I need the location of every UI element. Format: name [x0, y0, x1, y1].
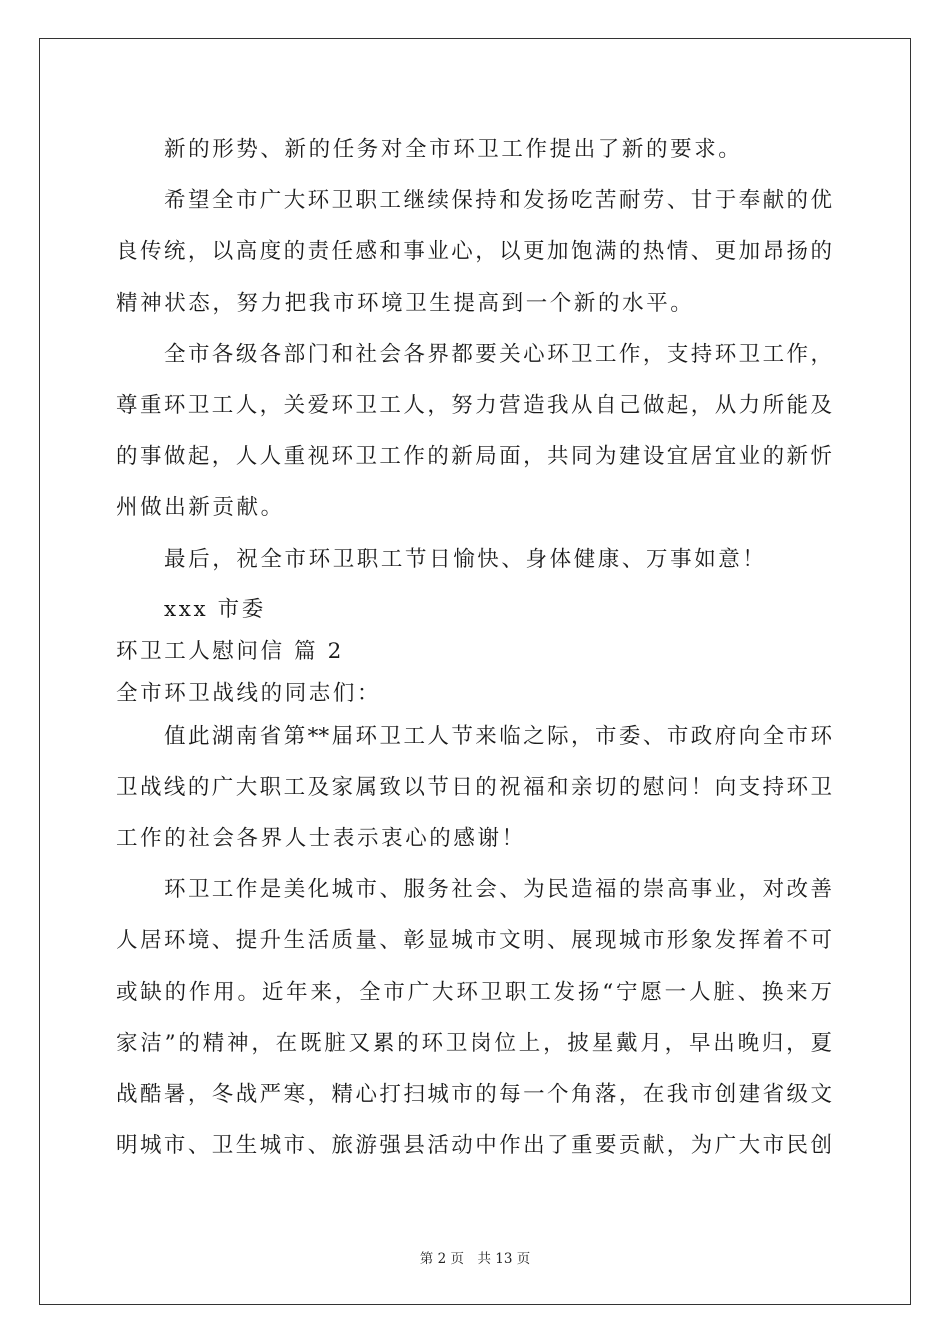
- signature-line: xxx 市委: [164, 596, 266, 622]
- section-title: 环卫工人慰问信 篇 2: [116, 638, 344, 664]
- page-number-footer: 第 2 页 共 13 页: [419, 1251, 531, 1267]
- paragraph-line: 工作的社会各界人士表示衷心的感谢！: [116, 826, 526, 852]
- paragraph-line: 州做出新贡献。: [116, 495, 285, 521]
- paragraph-line: 全市各级各部门和社会各界都要关心环卫工作，支持环卫工作，: [164, 341, 832, 367]
- paragraph-line: 良传统，以高度的责任感和事业心，以更加饱满的热情、更加昂扬的: [116, 239, 832, 265]
- paragraph-line: 最后，祝全市环卫职工节日愉快、身体健康、万事如意！: [164, 546, 767, 572]
- paragraph-line: 希望全市广大环卫职工继续保持和发扬吃苦耐劳、甘于奉献的优: [164, 188, 832, 214]
- paragraph-line: 精神状态，努力把我市环境卫生提高到一个新的水平。: [116, 290, 695, 316]
- paragraph-line: 尊重环卫工人，关爱环卫工人，努力营造我从自己做起，从力所能及: [116, 392, 832, 418]
- paragraph-line: 或缺的作用。近年来，全市广大环卫职工发扬“宁愿一人脏、换来万: [116, 979, 832, 1005]
- paragraph-line: 值此湖南省第**届环卫工人节来临之际，市委、市政府向全市环: [164, 723, 832, 749]
- document-body: [116, 128, 832, 1175]
- paragraph-line: 环卫工作是美化城市、服务社会、为民造福的崇高事业，对改善: [164, 877, 832, 903]
- paragraph-line: 卫战线的广大职工及家属致以节日的祝福和亲切的慰问！向支持环卫: [116, 774, 832, 800]
- salutation: 全市环卫战线的同志们：: [116, 680, 382, 706]
- paragraph-line: 人居环境、提升生活质量、彰显城市文明、展现城市形象发挥着不可: [116, 928, 832, 954]
- paragraph-line: 战酷暑，冬战严寒，精心打扫城市的每一个角落，在我市创建省级文: [116, 1082, 832, 1107]
- paragraph-line: 新的形势、新的任务对全市环卫工作提出了新的要求。: [164, 137, 743, 162]
- paragraph-line: 的事做起，人人重视环卫工作的新局面，共同为建设宜居宜业的新忻: [116, 444, 832, 470]
- paragraph-line: 家洁”的精神，在既脏又累的环卫岗位上，披星戴月，早出晚归，夏: [116, 1030, 832, 1056]
- paragraph-line: 明城市、卫生城市、旅游强县活动中作出了重要贡献，为广大市民创: [116, 1133, 832, 1159]
